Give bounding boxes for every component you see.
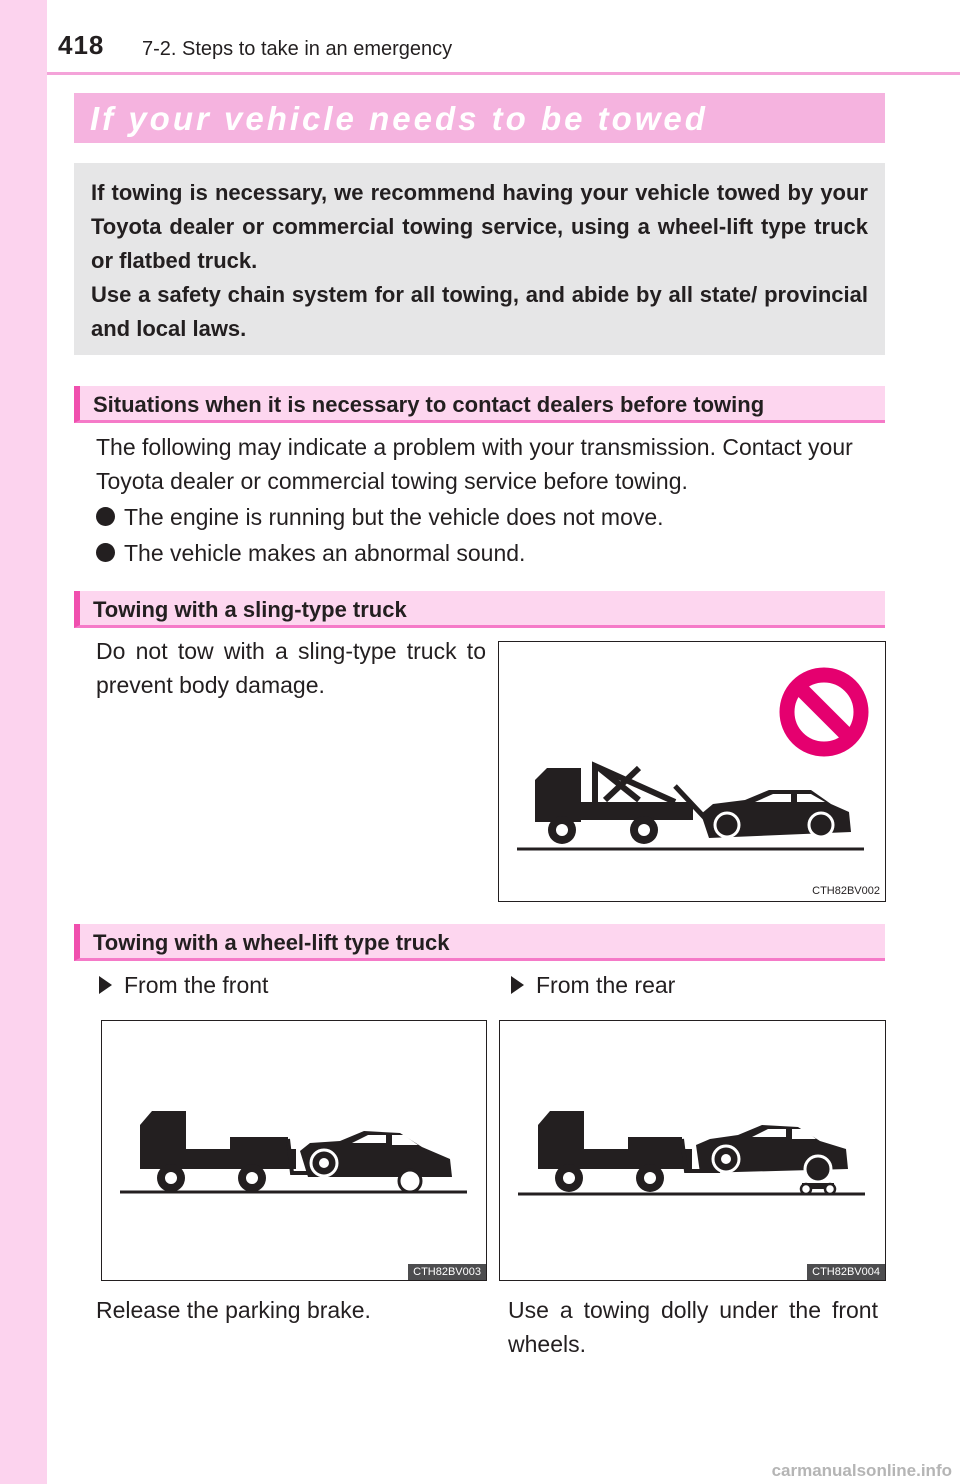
- subheading-wheel-lift-truck: [74, 924, 885, 961]
- wheel-lift-rear-figure: [499, 1020, 886, 1281]
- side-tab-bar: [0, 0, 47, 1484]
- subheading-contact-dealers: [74, 386, 885, 423]
- bullet-text: The engine is running but the vehicle does not move.: [124, 504, 664, 530]
- bullet-dot-icon: [96, 507, 115, 526]
- figure-code: CTH82BV003: [408, 1264, 486, 1280]
- figure-code: CTH82BV002: [812, 885, 880, 897]
- bullet-text: The vehicle makes an abnormal sound.: [124, 540, 526, 566]
- from-rear-label: [511, 972, 675, 999]
- rear-towing-note: Use a towing dolly under the front wheels.: [508, 1297, 878, 1357]
- intro-box: [74, 163, 885, 355]
- triangle-arrow-icon: [511, 976, 524, 994]
- bullet-item: [96, 536, 525, 570]
- header-divider: [47, 72, 960, 75]
- page-title: If your vehicle needs to be towed: [90, 100, 708, 137]
- contact-paragraph: The following may indicate a problem with your transmission. Contact your Toyota dealer or commercial towing service before towing.: [96, 434, 853, 494]
- subheading-sling-truck: [74, 591, 885, 628]
- triangle-arrow-icon: [99, 976, 112, 994]
- from-rear-text: From the rear: [536, 972, 676, 998]
- intro-paragraph-1: If towing is necessary, we recommend having your vehicle towed by your Toyota dealer or commercial towing service, using a wheel-lift type truck or flatbed truck.: [91, 180, 868, 273]
- front-towing-note: Release the parking brake.: [96, 1297, 371, 1323]
- subheading-label: Towing with a wheel-lift type truck: [93, 930, 450, 955]
- page-title-band: [74, 93, 885, 143]
- figure-code: CTH82BV004: [807, 1264, 885, 1280]
- from-front-label: [99, 972, 268, 999]
- wheel-lift-front-figure: [101, 1020, 487, 1281]
- bullet-dot-icon: [96, 543, 115, 562]
- bullet-item: [96, 500, 664, 534]
- from-front-text: From the front: [124, 972, 269, 998]
- page-number: 418: [58, 30, 105, 60]
- watermark: carmanualsonline.info: [771, 1461, 952, 1480]
- wheel-lift-front-illustration: [102, 1021, 486, 1280]
- subheading-label: Towing with a sling-type truck: [93, 597, 407, 622]
- sling-truck-illustration: [499, 642, 885, 901]
- sling-paragraph: Do not tow with a sling-type truck to prevent body damage.: [96, 638, 486, 698]
- section-title: 7-2. Steps to take in an emergency: [142, 38, 453, 60]
- intro-paragraph-2: Use a safety chain system for all towing, and abide by all state/ provincial and local laws.: [91, 282, 868, 341]
- sling-truck-figure: [498, 641, 886, 902]
- wheel-lift-rear-illustration: [500, 1021, 885, 1280]
- prohibition-icon: [787, 675, 861, 749]
- subheading-label: Situations when it is necessary to contact dealers before towing: [93, 392, 765, 417]
